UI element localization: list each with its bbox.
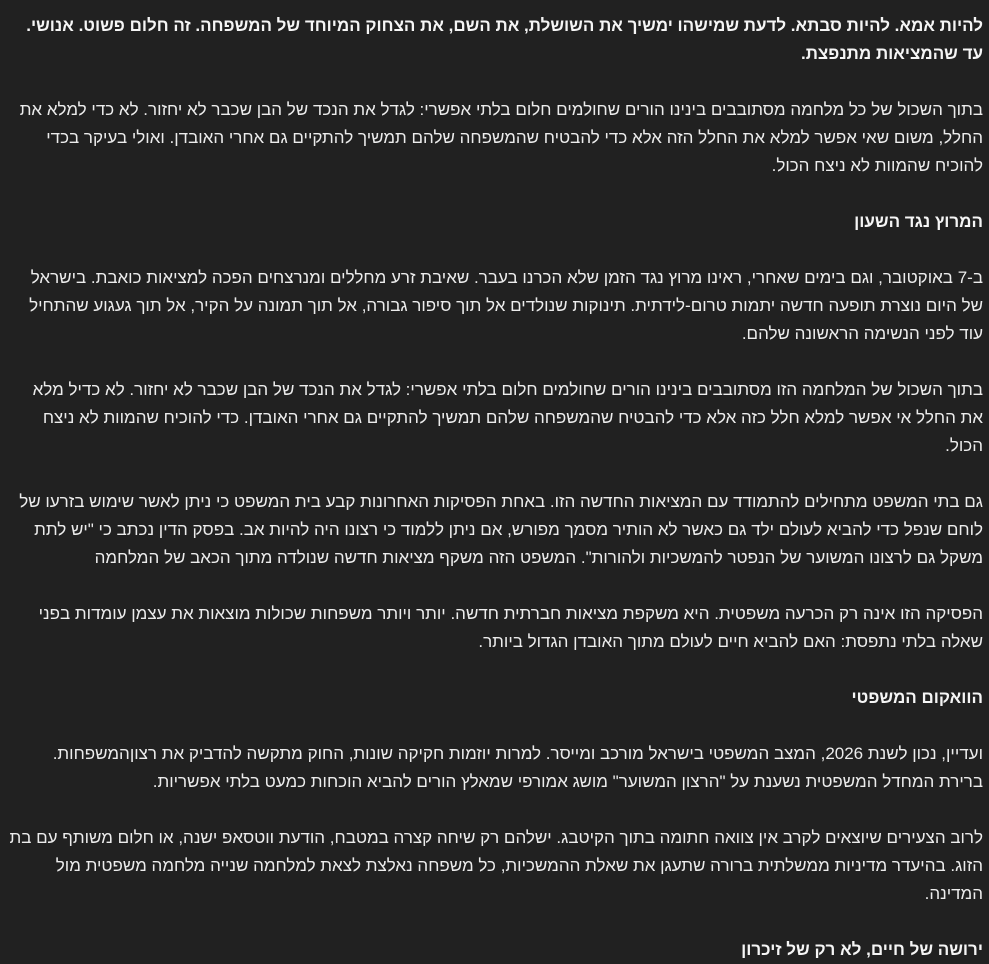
- paragraph-bereavement-every-war: בתוך השכול של כל מלחמה מסתובבים בינינו הורים שחולמים חלום בלתי אפשרי: לגדל את הנכד של הבן שכבר לא יחזור. לא כדי למלא את החלל, משום שאי אפשר למלא את החלל הזה אלא כדי להבטיח שהמשפחה שלהם תמשיך להתקיים גם אחרי האובדן. ואולי בעיקר בכדי להוכיח שהמוות לא ניצח הכול.: [19, 100, 983, 175]
- paragraph-october-7: ב-7 באוקטובר, וגם בימים שאחרי, ראינו מרוץ נגד הזמן שלא הכרנו בעבר. שאיבת זרע מחללים ומנרצחים הפכה למציאות כואבת. בישראל של היום נוצרת תופעה חדשה יתמות טרום-לידתית. תינוקות שנולדים אל תוך סיפור גבורה, אל תוך תמונה על הקיר, אל תוך געגוע שהתחיל עוד לפני הנשימה הראשונה שלהם.: [29, 268, 983, 343]
- paragraph-social-reality: הפסיקה הזו אינה רק הכרעה משפטית. היא משקפת מציאות חברתית חדשה. יותר ויותר משפחות שכולות מוצאות את עצמן עומדות בפני שאלה בלתי נתפסת: האם להביא חיים לעולם מתוך האובדן הגדול ביותר.: [38, 604, 983, 651]
- paragraph-courts-ruling: גם בתי המשפט מתחילים להתמודד עם המציאות החדשה הזו. באחת הפסיקות האחרונות קבע בית המשפט כי ניתן לאשר שימוש בזרעו של לוחם שנפל כדי להביא לעולם ילד גם כאשר לא הותיר מסמך מפורש, אם ניתן ללמוד כי רצונו היה להיות אב. בפסק הדין נכתב כי "יש לתת משקל גם לרצונו המשוער של הנפטר להמשכיות ולהורות". המשפט הזה משקף מציאות חדשה שנולדה מתוך הכאב של המלחמה: [19, 492, 983, 567]
- heading-inheritance-of-life: ירושה של חיים, לא רק של זיכרון: [741, 940, 983, 959]
- paragraph-young-soldiers: לרוב הצעירים שיוצאים לקרב אין צוואה חתומה בתוך הקיטבג. ישלהם רק שיחה קצרה במטבח, הודעת ווטסאפ ישנה, או חלום משותף עם בת הזוג. בהיעדר מדיניות ממשלתית ברורה שתעגן את שאלת ההמשכיות, כל משפחה נאלצת לצאת למלחמה שנייה מלחמה משפטית מול המדינה.: [9, 828, 983, 903]
- paragraph-legal-status-2026: ועדיין, נכון לשנת 2026, המצב המשפטי בישראל מורכב ומייסר. למרות יוזמות חקיקה שונות, החוק מתקשה להדביק את רצוןהמשפחות. ברירת המחדל המשפטית נשענת על "הרצון המשוער" מושג אמורפי שמאלץ הורים להביא הוכחות כמעט בלתי אפשריות.: [52, 744, 983, 791]
- intro-paragraph: להיות אמא. להיות סבתא. לדעת שמישהו ימשיך את השושלת, את השם, את הצחוק המיוחד של המשפחה. זה חלום פשוט. אנושי. עד שהמציאות מתנפצת.: [26, 16, 983, 63]
- paragraph-bereavement-this-war: בתוך השכול של המלחמה הזו מסתובבים בינינו הורים שחולמים חלום בלתי אפשרי: לגדל את הנכד של הבן שכבר לא יחזור. לא כדיל מלא את החלל אי אפשר למלא חלל כזה אלא כדי להבטיח שהמשפחה שלהם תמשיך להתקיים גם אחרי האובדן. כדי להוכיח שהמוות לא ניצח הכול.: [32, 380, 983, 455]
- heading-race-against-clock: המרוץ נגד השעון: [854, 212, 983, 231]
- heading-legal-vacuum: הוואקום המשפטי: [851, 688, 983, 707]
